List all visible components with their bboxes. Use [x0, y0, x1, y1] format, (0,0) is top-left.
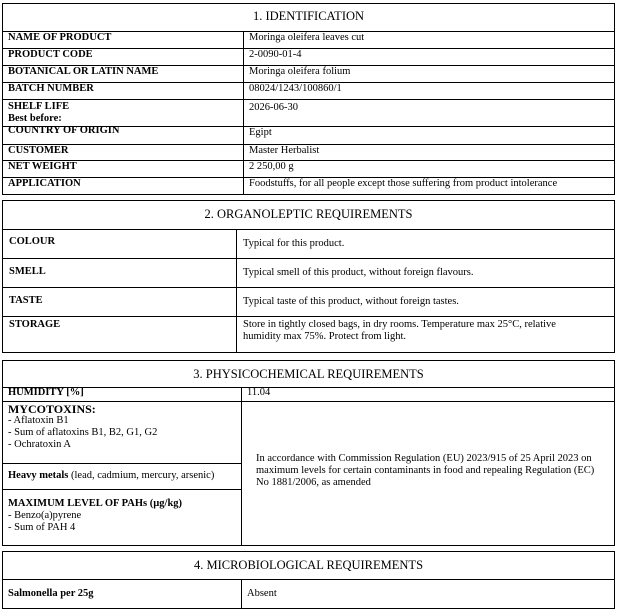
physicochemical-section — [2, 360, 615, 546]
heavy-metals-row — [3, 463, 241, 490]
row-label: NET WEIGHT — [8, 161, 77, 172]
row-label: Salmonella per 25g — [8, 588, 94, 599]
heavy-metals-detail: (lead, cadmium, mercury, arsenic) — [68, 470, 215, 481]
list-item: - Sum of PAH 4 — [8, 522, 76, 533]
list-item: - Ochratoxin A — [8, 439, 71, 450]
row-value: Master Herbalist — [243, 145, 614, 160]
heavy-metals-label: Heavy metals — [8, 470, 69, 481]
physicochemical-title: 3. PHYSICOCHEMICAL REQUIREMENTS — [193, 367, 424, 381]
microbiological-section — [2, 551, 615, 609]
mycotoxins-group — [8, 403, 241, 451]
table-row — [3, 82, 614, 99]
list-item: - Aflatoxin B1 — [8, 415, 69, 426]
regulation-text: In accordance with Commission Regulation (EU) 2023/915 of 25 April 2023 on maximum levels for certain contaminants in food and repealing Regulation (EC) No 1881/2006, as amended — [241, 402, 614, 545]
row-value: 2-0090-01-4 — [243, 49, 614, 65]
pah-group — [8, 498, 241, 534]
pah-label: MAXIMUM LEVEL OF PAHs (µg/kg) — [8, 498, 183, 509]
list-item: - Benzo(a)pyrene — [8, 510, 82, 521]
row-value: Typical for this product. — [236, 230, 614, 258]
table-row — [3, 65, 614, 82]
row-value: Absent — [241, 580, 614, 608]
identification-section — [2, 3, 615, 195]
organoleptic-title: 2. ORGANOLEPTIC REQUIREMENTS — [204, 207, 413, 221]
row-label: SMELL — [9, 266, 46, 277]
shelf-life-label: SHELF LIFE — [8, 101, 70, 112]
table-row — [3, 387, 614, 401]
row-label: TASTE — [9, 295, 43, 306]
humidity-label: HUMIDITY [%] — [8, 387, 84, 398]
table-row — [3, 579, 614, 608]
row-label: APPLICATION — [8, 178, 81, 189]
table-row — [3, 316, 614, 352]
row-label: NAME OF PRODUCT — [8, 32, 112, 43]
table-row — [3, 229, 614, 258]
row-label: COLOUR — [9, 236, 56, 247]
mycotoxins-label: MYCOTOXINS: — [8, 402, 96, 416]
row-value: 08024/1243/100860/1 — [243, 83, 614, 99]
row-label — [3, 100, 243, 126]
microbiological-title: 4. MICROBIOLOGICAL REQUIREMENTS — [193, 558, 424, 572]
row-label: PRODUCT CODE — [8, 49, 93, 60]
row-label: STORAGE — [9, 319, 61, 330]
best-before-label: Best before: — [8, 113, 62, 124]
contaminants-labels — [3, 402, 241, 545]
row-value: Typical smell of this product, without foreign flavours. — [236, 259, 614, 287]
row-value: Moringa oleifera leaves cut — [243, 32, 614, 48]
humidity-value: 11.04 — [241, 387, 614, 401]
row-value: 2026-06-30 — [243, 100, 614, 126]
row-label: BATCH NUMBER — [8, 83, 94, 94]
row-label: CUSTOMER — [8, 145, 69, 156]
organoleptic-section — [2, 200, 615, 353]
row-value: Foodstuffs, for all people except those suffering from product intolerance — [243, 178, 614, 194]
row-value: Typical taste of this product, without foreign tastes. — [236, 288, 614, 316]
table-row — [3, 31, 614, 48]
table-row — [3, 48, 614, 65]
list-item: - Sum of aflatoxins B1, B2, G1, G2 — [8, 427, 158, 438]
contaminants-block — [3, 401, 614, 545]
row-value: 2 250,00 g — [243, 161, 614, 177]
row-value: Egipt — [243, 127, 614, 144]
table-row — [3, 144, 614, 160]
table-row — [3, 160, 614, 177]
identification-title: 1. IDENTIFICATION — [252, 9, 365, 23]
table-row — [3, 177, 614, 194]
table-row — [3, 258, 614, 287]
row-label: BOTANICAL OR LATIN NAME — [8, 66, 159, 77]
row-value: Store in tightly closed bags, in dry rooms. Temperature max 25°C, relative humidity max 75%. Protect from light. — [236, 317, 614, 352]
table-row — [3, 287, 614, 316]
row-value: Moringa oleifera folium — [243, 66, 614, 82]
row-label: COUNTRY OF ORIGIN — [8, 125, 120, 136]
table-row — [3, 99, 614, 126]
table-row — [3, 126, 614, 144]
